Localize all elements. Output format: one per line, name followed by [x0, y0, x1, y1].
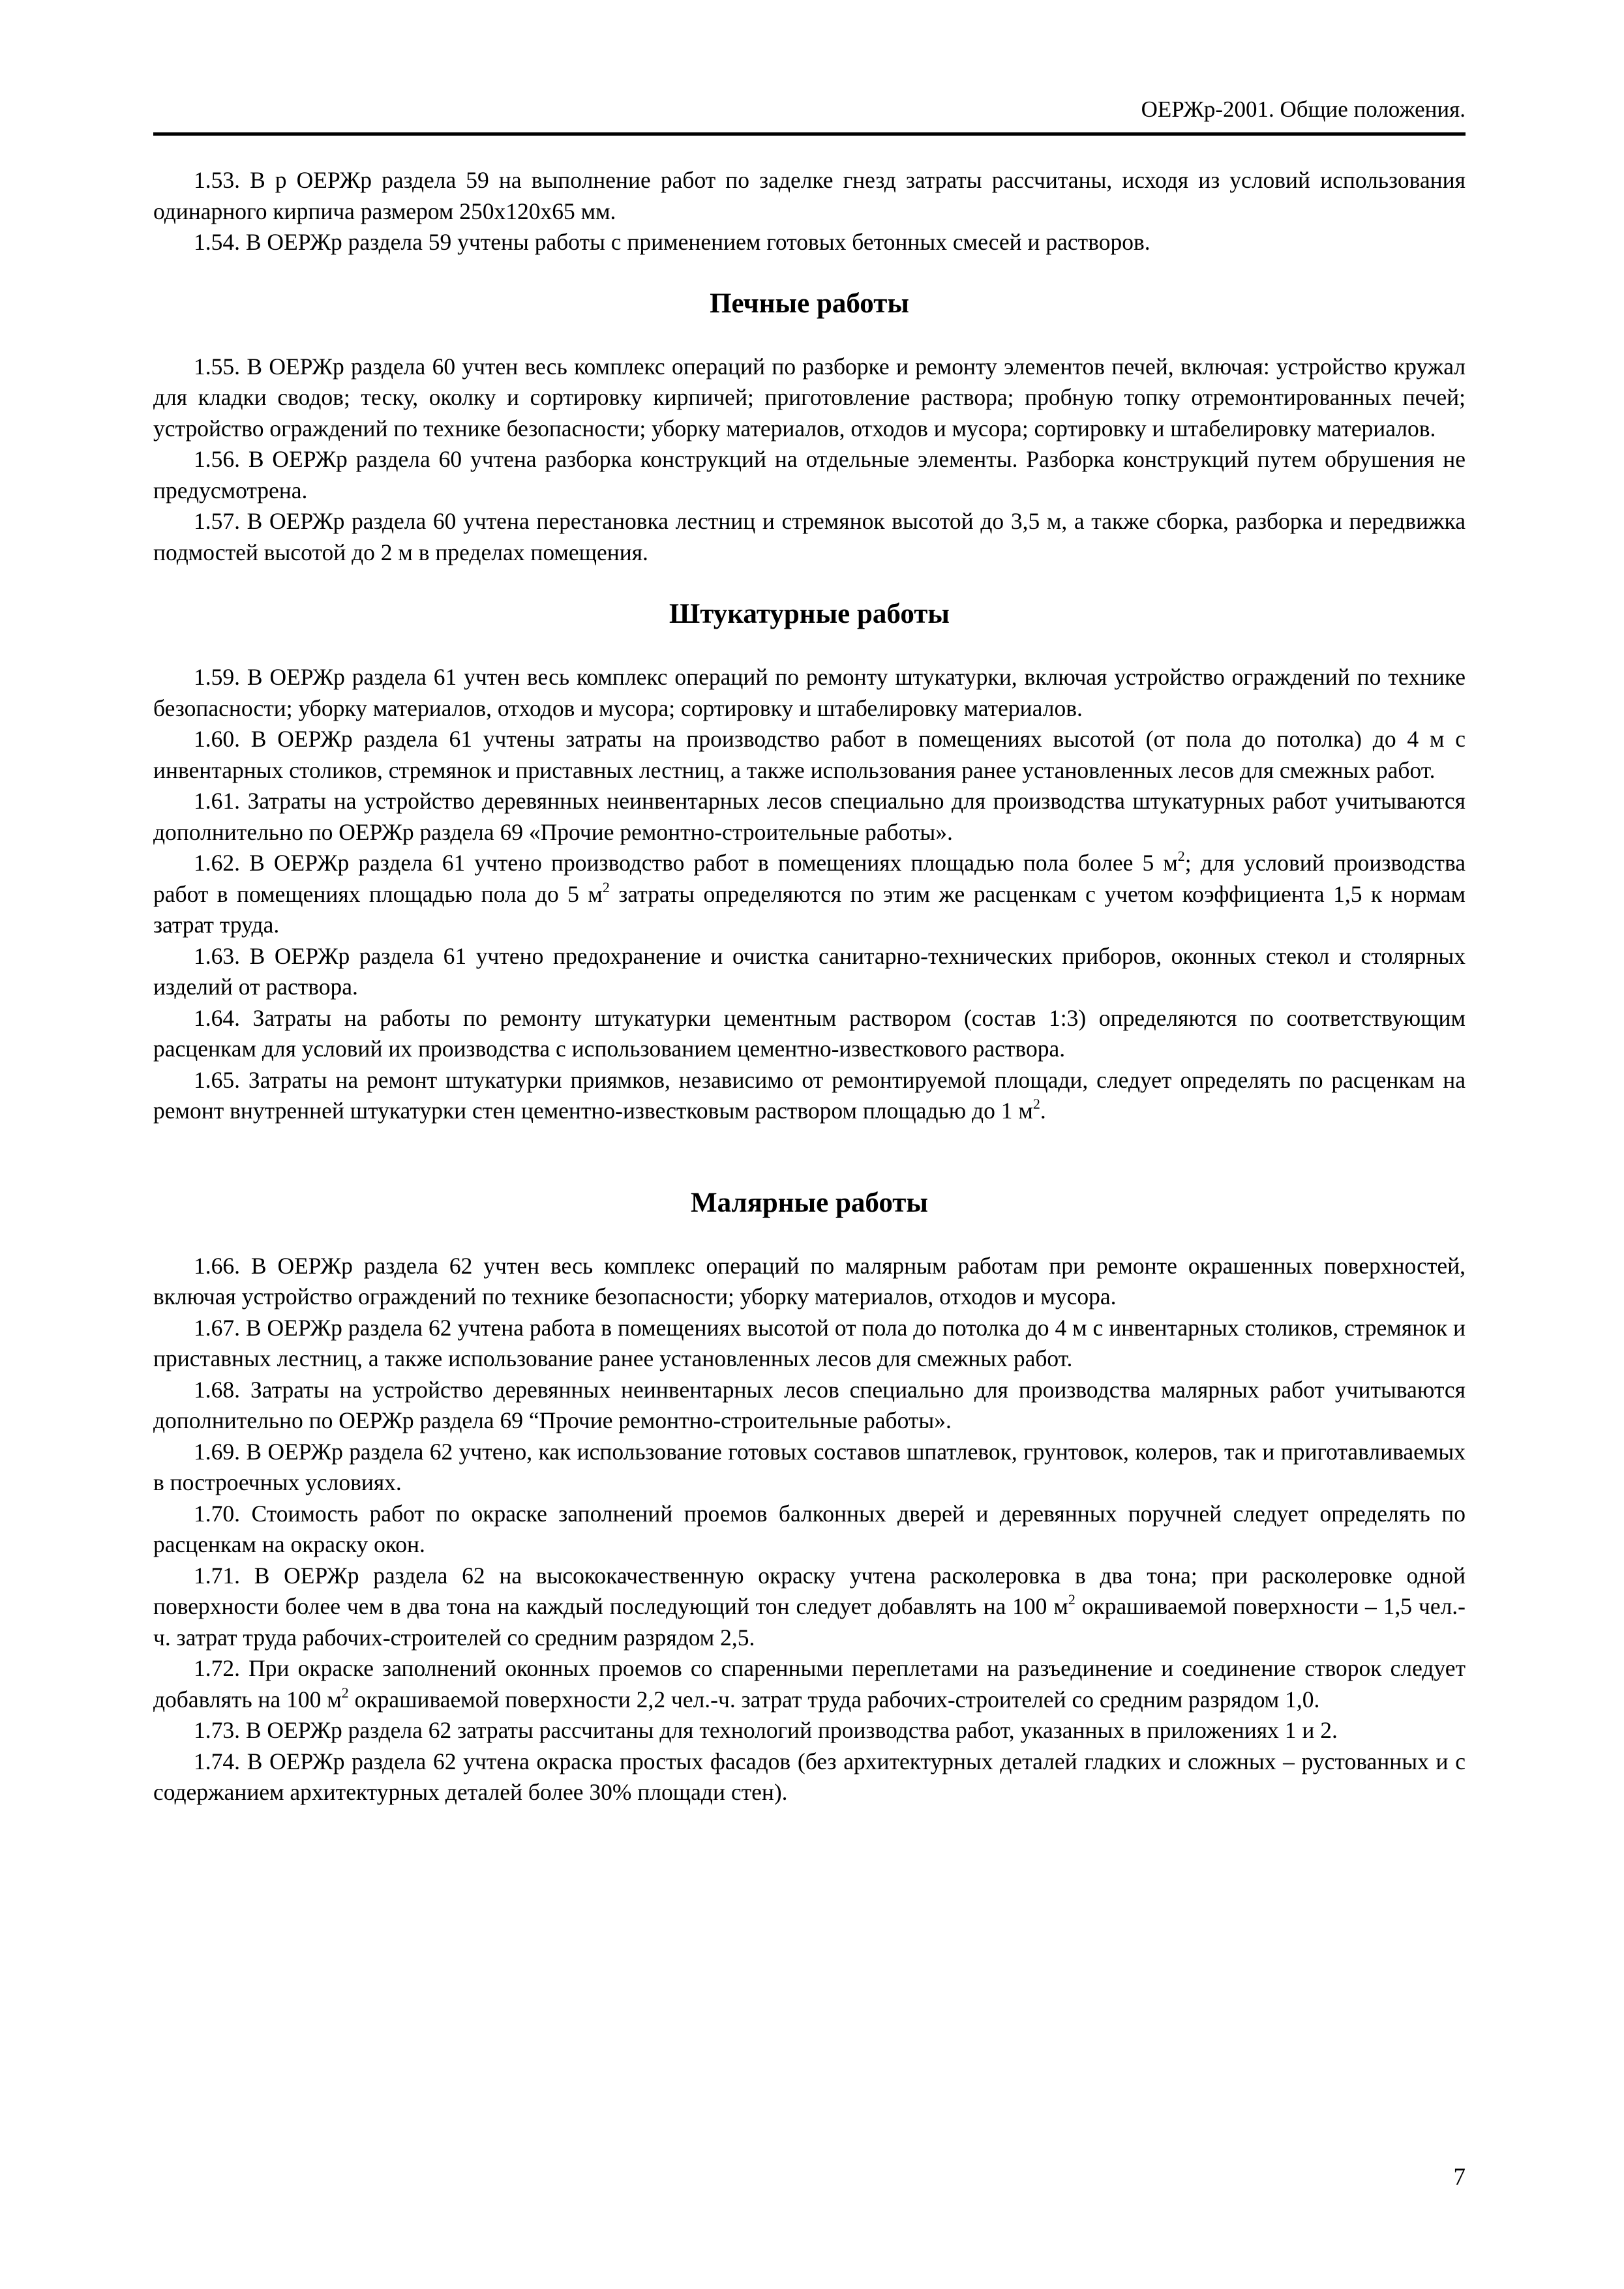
superscript-squared: 2	[1068, 1591, 1075, 1608]
paragraph-1-63: 1.63. В ОЕРЖр раздела 61 учтено предохранение и очистка санитарно-технических приборов, оконных стекол и столярных изделий от раствора.	[153, 942, 1466, 1000]
paragraph-1-54: 1.54. В ОЕРЖр раздела 59 учтены работы с применением готовых бетонных смесей и растворов.	[194, 229, 1150, 255]
paragraph-1-71-part-1: 1.71. В ОЕРЖр раздела 62 на высококачественную окраску учтена расколеровка в два тона; при расколеровке одной поверхности более чем в два тона на каждый последующий тон следует добавлять на 100 м	[153, 1562, 1466, 1619]
paragraph-1-57: 1.57. В ОЕРЖр раздела 60 учтена перестановка лестниц и стремянок высотой до 3,5 м, а также сборка, разборка и передвижка подмостей высотой до 2 м в пределах помещения.	[153, 508, 1466, 565]
paragraph-1-62	[153, 848, 1466, 941]
paragraph-1-59: 1.59. В ОЕРЖр раздела 61 учтен весь комплекс операций по ремонту штукатурки, включая устройство ограждений по технике безопасности; уборку материалов, отходов и мусора; сортировку и штабелировку материалов.	[153, 664, 1466, 721]
running-header: ОЕРЖр-2001. Общие положения.	[1141, 97, 1466, 122]
document-body	[153, 165, 1466, 1808]
paragraph-1-67: 1.67. В ОЕРЖр раздела 62 учтена работа в помещениях высотой от пола до потолка до 4 м с инвентарных столиков, стремянок и приставных лестниц, а также использование ранее установленных лесов для смежных работ.	[153, 1314, 1466, 1371]
superscript-squared: 2	[602, 878, 610, 895]
paragraph-1-72	[153, 1653, 1466, 1715]
paragraph-1-69: 1.69. В ОЕРЖр раздела 62 учтено, как использование готовых составов шпатлевок, грунтовок, колеров, так и приготавливаемых в построечных условиях.	[153, 1438, 1466, 1495]
paragraph-1-72-part-1: 1.72. При окраске заполнений оконных проемов со спаренными переплетами на разъединение и соединение створок следует добавлять на 100 м	[153, 1655, 1466, 1713]
superscript-squared: 2	[1032, 1096, 1040, 1112]
paragraph-1-71-part-2: окрашиваемой поверхности – 1,5 чел.-ч. затрат труда рабочих-строителей со средним разрядом 2,5.	[153, 1593, 1466, 1651]
paragraph-1-65-part-1: 1.65. Затраты на ремонт штукатурки приямков, независимо от ремонтируемой площади, следует определять по расценкам на ремонт внутренней штукатурки стен цементно-известковым раствором площадью до 1 м	[153, 1066, 1466, 1124]
section-heading-painting-works: Малярные работы	[691, 1187, 928, 1218]
paragraph-1-70: 1.70. Стоимость работ по окраске заполнений проемов балконных дверей и деревянных поручней следует определять по расценкам на окраску окон.	[153, 1500, 1466, 1557]
header-rule	[153, 132, 1466, 136]
paragraph-1-66: 1.66. В ОЕРЖр раздела 62 учтен весь комплекс операций по малярным работам при ремонте окрашенных поверхностей, включая устройство ограждений по технике безопасности; уборку материалов, отходов и мусора.	[153, 1252, 1466, 1309]
section-heading-stove-works: Печные работы	[710, 288, 909, 319]
paragraph-1-71	[153, 1561, 1466, 1654]
paragraph-1-65	[153, 1065, 1466, 1127]
superscript-squared: 2	[341, 1684, 349, 1701]
paragraph-1-73: 1.73. В ОЕРЖр раздела 62 затраты рассчитаны для технологий производства работ, указанных в приложениях 1 и 2.	[194, 1717, 1338, 1743]
paragraph-1-56: 1.56. В ОЕРЖр раздела 60 учтена разборка конструкций на отдельные элементы. Разборка конструкций путем обрушения не предусмотрена.	[153, 446, 1466, 503]
paragraph-1-68: 1.68. Затраты на устройство деревянных неинвентарных лесов специально для производства малярных работ учитываются дополнительно по ОЕРЖр раздела 69 “Прочие ремонтно-строительные работы».	[153, 1376, 1466, 1433]
paragraph-1-61: 1.61. Затраты на устройство деревянных неинвентарных лесов специально для производства штукатурных работ учитываются дополнительно по ОЕРЖр раздела 69 «Прочие ремонтно-строительные работы».	[153, 788, 1466, 845]
paragraph-1-62-part-3: затраты определяются по этим же расценкам с учетом коэффициента 1,5 к нормам затрат труда.	[153, 880, 1466, 938]
paragraph-1-55: 1.55. В ОЕРЖр раздела 60 учтен весь комплекс операций по разборке и ремонту элементов печей, включая: устройство кружал для кладки сводов; теску, околку и сортировку кирпичей; приготовление раствора; пробную топку отремонтированных печей; устройство ограждений по технике безопасности; уборку материалов, отходов и мусора; сортировку и штабелировку материалов.	[153, 353, 1466, 441]
section-heading-plaster-works: Штукатурные работы	[669, 599, 950, 629]
paragraph-1-72-part-2: окрашиваемой поверхности 2,2 чел.-ч. затрат труда рабочих-строителей со средним разрядом 1,0.	[348, 1686, 1320, 1713]
superscript-squared: 2	[1177, 848, 1185, 864]
paragraph-1-65-part-2: .	[1040, 1098, 1046, 1124]
paragraph-1-62-part-1: 1.62. В ОЕРЖр раздела 61 учтено производство работ в помещениях площадью пола более 5 м	[194, 850, 1178, 876]
paragraph-1-53: 1.53. В р ОЕРЖр раздела 59 на выполнение работ по заделке гнезд затраты рассчитаны, исходя из условий использования одинарного кирпича размером 250х120х65 мм.	[153, 167, 1466, 224]
page-number: 7	[1453, 2164, 1466, 2191]
paragraph-1-64: 1.64. Затраты на работы по ремонту штукатурки цементным раствором (состав 1:3) определяются по соответствующим расценкам для условий их производства с использованием цементно-известкового раствора.	[153, 1004, 1466, 1062]
paragraph-1-62-part-2: ; для условий производства работ в помещениях площадью пола до 5 м	[153, 850, 1466, 907]
paragraph-1-74: 1.74. В ОЕРЖр раздела 62 учтена окраска простых фасадов (без архитектурных деталей гладких и сложных – рустованных и с содержанием архитектурных деталей более 30% площади стен).	[153, 1748, 1466, 1805]
paragraph-1-60: 1.60. В ОЕРЖр раздела 61 учтены затраты на производство работ в помещениях высотой (от пола до потолка) до 4 м с инвентарных столиков, стремянок и приставных лестниц, а также использования ранее установленных лесов для смежных работ.	[153, 726, 1466, 783]
